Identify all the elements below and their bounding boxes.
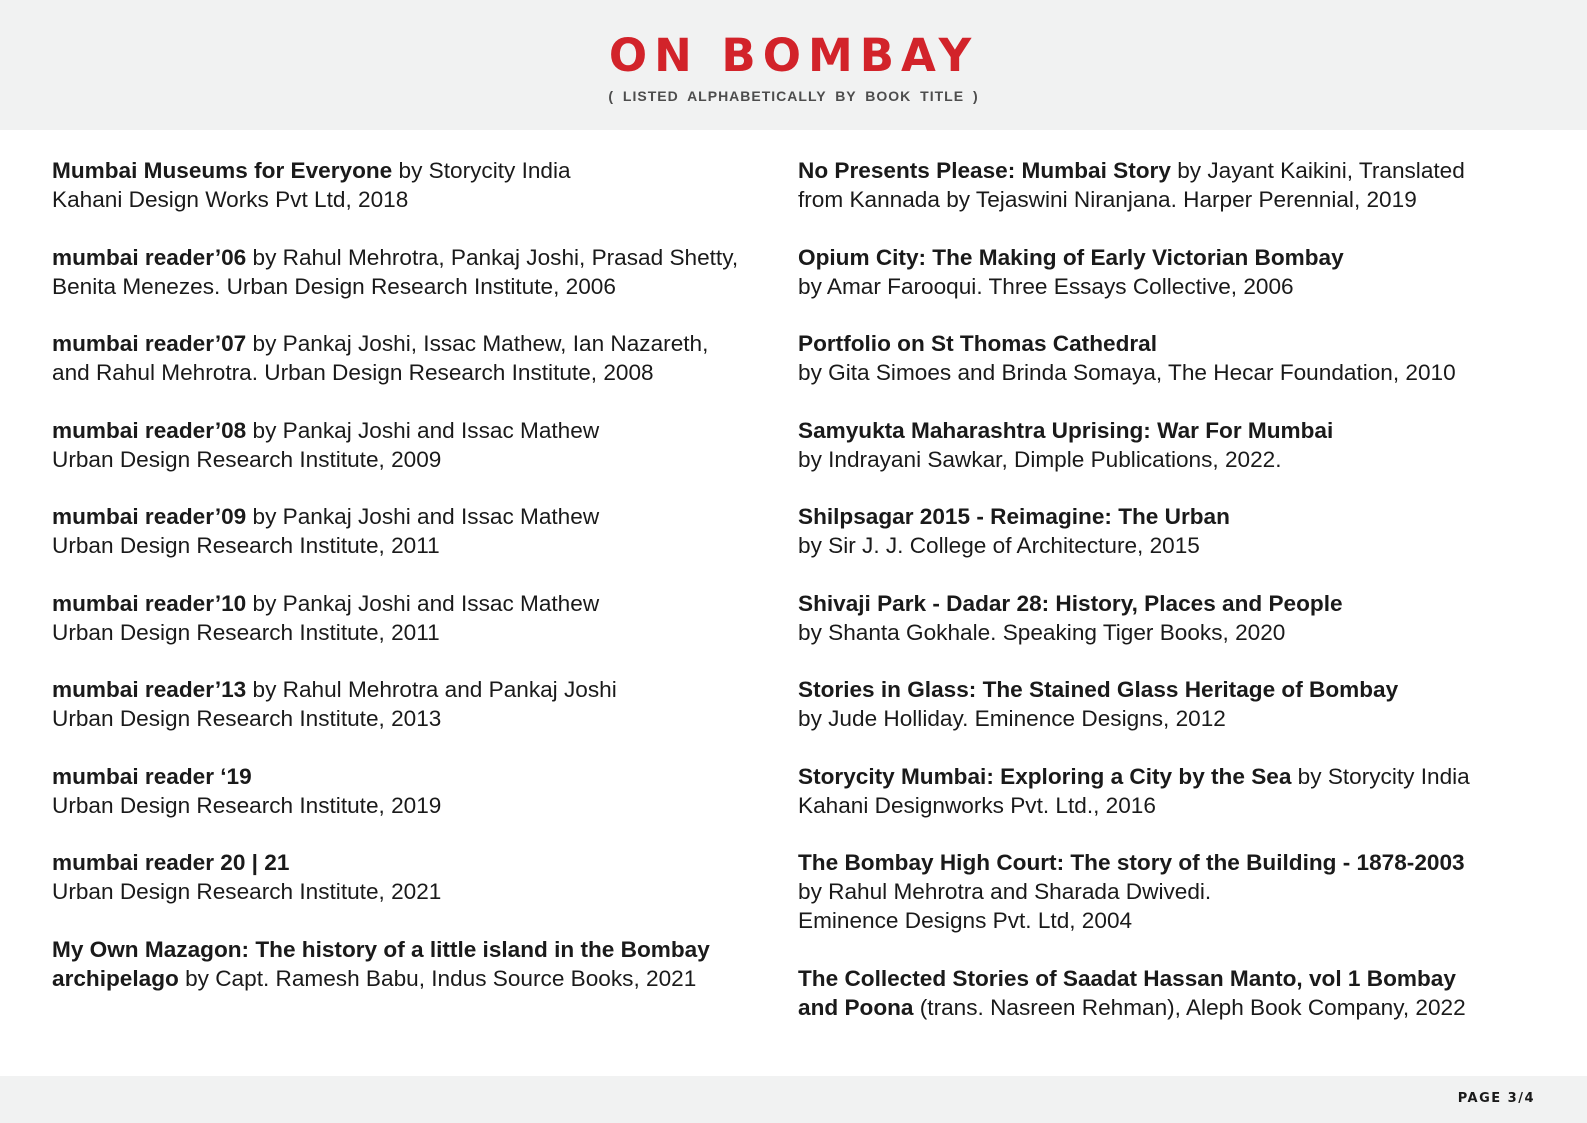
book-title: mumbai reader’08 [52,417,247,443]
book-details: from Kannada by Tejaswini Niranjana. Harper Perennial, 2019 [798,187,1417,212]
book-title: The Collected Stories of Saadat Hassan Manto, vol 1 Bombay [798,965,1456,991]
book-details: by Pankaj Joshi and Issac Mathew [246,417,600,443]
book-entry [52,675,787,733]
book-entry-line [52,416,787,445]
book-title: Storycity Mumbai: Exploring a City by the Sea [798,763,1292,789]
book-entry [798,329,1528,387]
book-entry-line [798,906,1528,935]
book-entry [798,156,1528,214]
book-entry-line [52,272,787,301]
book-details: by Capt. Ramesh Babu, Indus Source Books, 2021 [178,965,697,991]
page-header [0,0,1587,130]
book-entry-line [798,243,1528,272]
book-entry-line [798,329,1528,358]
book-details: by Pankaj Joshi and Issac Mathew [246,504,600,529]
book-entry [52,156,787,214]
book-entry [52,589,787,647]
book-details: Kahani Designworks Pvt. Ltd., 2016 [798,792,1156,818]
book-details: by Pankaj Joshi and Issac Mathew [246,590,600,616]
book-entry [798,848,1528,935]
book-entry-line [52,243,787,272]
book-entry [798,762,1528,820]
book-title: Portfolio on St Thomas Cathedral [798,331,1158,356]
book-details: Urban Design Research Institute, 2021 [52,879,442,904]
book-entry-line [798,445,1528,474]
book-entry-line [798,704,1528,733]
book-entry-line [52,964,787,993]
book-title: mumbai reader’07 [52,331,247,356]
book-entry-line [798,531,1528,560]
book-entry-line [52,358,787,387]
book-title: No Presents Please: Mumbai Story [798,158,1171,183]
book-title: and Poona [798,994,914,1020]
book-details: by Shanta Gokhale. Speaking Tiger Books, 2020 [798,619,1286,645]
book-details: by Jude Holliday. Eminence Designs, 2012 [798,706,1226,731]
book-details: Urban Design Research Institute, 2011 [52,533,440,558]
book-entry-line [798,993,1528,1022]
book-entry-line [798,791,1528,820]
book-entry-line [52,618,787,647]
book-title: Samyukta Maharashtra Uprising: War For Mumbai [798,417,1334,443]
book-title: mumbai reader’09 [52,504,247,529]
book-entry [52,762,787,820]
book-list-left-column [52,156,787,1021]
book-details: by Gita Simoes and Brinda Somaya, The Hecar Foundation, 2010 [798,360,1456,385]
book-details: by Rahul Mehrotra, Pankaj Joshi, Prasad Shetty, [246,244,739,270]
book-entry-line [52,877,787,906]
book-entry [798,675,1528,733]
book-entry [798,502,1528,560]
book-entry-line [52,329,787,358]
book-details: by Amar Farooqui. Three Essays Collective, 2006 [798,273,1294,299]
book-entry-line [798,589,1528,618]
book-entry-line [52,156,787,185]
book-details: by Rahul Mehrotra and Pankaj Joshi [246,677,617,702]
book-entry-line [52,704,787,733]
book-title: mumbai reader’13 [52,677,247,702]
book-title: My Own Mazagon: The history of a little island in the Bombay [52,936,710,962]
book-details: by Storycity India [1291,763,1470,789]
book-entry [52,243,787,301]
book-entry-line [798,964,1528,993]
page-subtitle: ( LISTED ALPHABETICALLY BY BOOK TITLE ) [608,88,979,104]
page-number: PAGE 3/4 [1457,1091,1535,1106]
book-entry-line [52,935,787,964]
book-entry-line [798,185,1528,214]
book-entry-line [798,877,1528,906]
book-details: Urban Design Research Institute, 2009 [52,446,442,472]
book-entry [52,416,787,474]
book-list-right-column [798,156,1528,1050]
book-entry-line [52,791,787,820]
book-title: mumbai reader 20 | 21 [52,850,290,875]
book-entry [798,416,1528,474]
book-entry [52,329,787,387]
book-entry-line [52,502,787,531]
book-details: by Indrayani Sawkar, Dimple Publications, 2022. [798,446,1282,472]
page-footer [0,1076,1587,1123]
book-entry-line [52,531,787,560]
book-entry-line [52,589,787,618]
book-title: Shilpsagar 2015 - Reimagine: The Urban [798,504,1230,529]
book-entry-line [798,618,1528,647]
book-entry-line [798,416,1528,445]
book-entry [52,848,787,906]
book-details: by Jayant Kaikini, Translated [1170,158,1465,183]
book-details: Kahani Design Works Pvt Ltd, 2018 [52,187,409,212]
book-entry-line [798,358,1528,387]
book-title: Opium City: The Making of Early Victorian Bombay [798,244,1344,270]
book-entry [798,243,1528,301]
book-title: Stories in Glass: The Stained Glass Heritage of Bombay [798,677,1399,702]
book-title: archipelago [52,965,179,991]
book-details: by Rahul Mehrotra and Sharada Dwivedi. [798,879,1212,904]
book-entry-line [52,675,787,704]
book-title: Mumbai Museums for Everyone [52,158,393,183]
book-details: Urban Design Research Institute, 2011 [52,619,440,645]
book-entry [798,964,1528,1022]
book-title: mumbai reader’06 [52,244,247,270]
book-entry-line [798,675,1528,704]
book-details: by Pankaj Joshi, Issac Mathew, Ian Nazareth, [246,331,709,356]
book-details: by Storycity India [392,158,571,183]
page-title: ON BOMBAY [608,29,979,82]
book-entry [798,589,1528,647]
book-entry [52,935,787,993]
book-details: and Rahul Mehrotra. Urban Design Research Institute, 2008 [52,360,654,385]
book-title: mumbai reader’10 [52,590,247,616]
book-details: Urban Design Research Institute, 2019 [52,792,442,818]
book-title: mumbai reader ‘19 [52,763,252,789]
book-entry-line [798,762,1528,791]
book-entry-line [52,185,787,214]
book-title: Shivaji Park - Dadar 28: History, Places and People [798,590,1343,616]
book-entry [52,502,787,560]
book-details: Urban Design Research Institute, 2013 [52,706,442,731]
book-entry-line [798,156,1528,185]
book-details: (trans. Nasreen Rehman), Aleph Book Company, 2022 [913,994,1466,1020]
book-entry-line [798,848,1528,877]
book-entry-line [798,502,1528,531]
book-entry-line [798,272,1528,301]
book-entry-line [52,445,787,474]
book-details: Eminence Designs Pvt. Ltd, 2004 [798,908,1133,933]
book-details: by Sir J. J. College of Architecture, 2015 [798,533,1200,558]
book-title: The Bombay High Court: The story of the Building - 1878-2003 [798,850,1465,875]
book-entry-line [52,762,787,791]
book-entry-line [52,848,787,877]
book-details: Benita Menezes. Urban Design Research Institute, 2006 [52,273,616,299]
